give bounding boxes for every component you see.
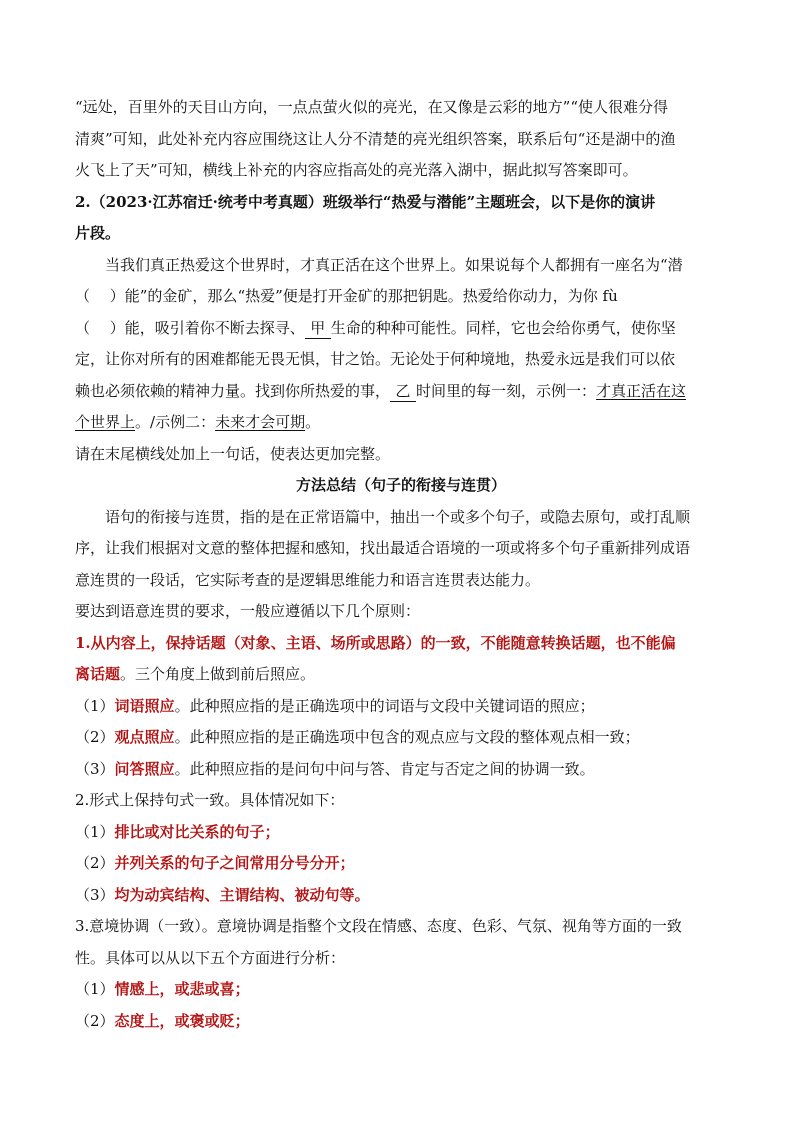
item-label: 态度上，或褒或贬 xyxy=(114,1011,235,1030)
question-2-title: 片段。 xyxy=(75,224,121,242)
rule-1-title: 1.从内容上，保持话题（对象、主语、场所或思路）的一致，不能随意转换话题，也不能偏 xyxy=(75,633,676,652)
item-label: 排比或对比关系的句子 xyxy=(114,822,265,841)
example-2-answer: 未来才会可期 xyxy=(215,413,306,431)
analysis-line: “远处，百里外的天目山方向，一点点萤火似的亮光，在又像是云彩的地方”“使人很难分得 xyxy=(75,98,669,116)
method-paragraph: 序，让我们根据对文意的整体把握和感知，找出最适合语境的一项或将多个句子重新排列成语 xyxy=(75,539,691,557)
passage-line xyxy=(75,376,727,408)
rule-1-item xyxy=(75,722,727,754)
item-number: （1） xyxy=(75,980,115,998)
item-text: ； xyxy=(264,822,280,841)
rule-1-title xyxy=(75,659,727,691)
item-label: 观点照应 xyxy=(114,728,175,746)
passage-line: 定，让你对所有的困难都能无畏无惧，甘之饴。无论处于何种境地，热爱永远是我们可以依 xyxy=(75,350,676,368)
blank-yi: 乙 xyxy=(390,381,416,402)
item-text: 。此种照应指的是问句中问与答、肯定与否定之间的协调一致。 xyxy=(174,759,595,778)
item-number: （1） xyxy=(75,822,115,841)
item-number: （2） xyxy=(75,854,115,872)
passage-text: 生命的种种可能性。同样，它也会给你勇气，使你坚 xyxy=(330,318,676,337)
passage-line xyxy=(75,407,727,439)
passage-text: 。 xyxy=(305,413,321,431)
passage-line xyxy=(75,313,727,345)
passage-text: 。/示例二： xyxy=(135,413,216,431)
rule-1-highlight: 离话题 xyxy=(75,665,121,683)
item-number: （3） xyxy=(75,759,115,778)
passage-text: 赖也必须依赖的精神力量。找到你所热爱的事， xyxy=(75,381,391,400)
item-number: （1） xyxy=(75,696,115,715)
item-label: 均为动宾结构、主谓结构、被动句等 xyxy=(114,885,355,904)
rule-1-item xyxy=(75,754,727,786)
item-text: ； xyxy=(339,854,355,872)
method-paragraph: 要达到语意连贯的要求，一般应遵循以下几个原则： xyxy=(75,602,421,620)
document-content xyxy=(75,92,727,1037)
item-label: 并列关系的句子之间常用分号分开 xyxy=(114,854,340,872)
example-1-answer: 才真正活在这 xyxy=(596,381,687,400)
question-2-title: 2.（2023·江苏宿迁·统考中考真题）班级举行“热爱与潜能”主题班会，以下是你的演讲 xyxy=(75,192,656,211)
rule-2-item xyxy=(75,817,727,849)
item-number: （2） xyxy=(75,728,115,746)
method-paragraph: 意连贯的一段话，它实际考查的是逻辑思维能力和语言连贯表达能力。 xyxy=(75,570,541,589)
passage-text: 时间里的每一刻，示例一： xyxy=(416,381,597,400)
rule-3-item xyxy=(75,1006,727,1038)
item-label: 情感上，或悲或喜 xyxy=(114,980,235,998)
question-instruction: 请在末尾横线处加上一句话，使表达更加完整。 xyxy=(75,444,391,463)
item-number: （3） xyxy=(75,885,115,904)
rule-2-item xyxy=(75,880,727,912)
rule-3-title: 性。具体可以从以下五个方面进行分析： xyxy=(75,948,346,967)
item-text: ； xyxy=(234,980,250,998)
item-label: 问答照应 xyxy=(114,759,175,778)
method-heading: 方法总结（句子的衔接与连贯） xyxy=(295,476,506,494)
rule-2-item xyxy=(75,848,727,880)
example-1-answer: 个世界上 xyxy=(75,413,136,431)
rule-1-item xyxy=(75,691,727,723)
analysis-line: 火飞上了天”可知，横线上补充的内容应指高处的亮光落入湖中，据此拟写答案即可。 xyxy=(75,161,638,179)
item-text: 。此种照应指的是正确选项中的词语与文段中关键词语的照应； xyxy=(174,696,595,715)
item-text: 。此种照应指的是正确选项中包含的观点应与文段的整体观点相一致； xyxy=(174,728,640,746)
rule-3-title: 3.意境协调（一致）。意境协调是指整个文段在情感、态度、色彩、气氛、视角等方面的一致 xyxy=(75,917,682,935)
analysis-line: 清爽”可知，此处补充内容应围绕这让人分不清楚的亮光组织答案，联系后句“还是湖中的渔 xyxy=(75,129,676,148)
item-label: 词语照应 xyxy=(114,696,175,715)
method-paragraph: 语句的衔接与连贯，指的是在正常语篇中，抽出一个或多个句子，或隐去原句，或打乱顺 xyxy=(105,507,691,526)
rule-2-title: 2.形式上保持句式一致。具体情况如下： xyxy=(75,791,345,809)
passage-text: （ ）能，吸引着你不断去探寻、 xyxy=(75,318,305,337)
item-text: ； xyxy=(234,1011,250,1030)
rule-1-text: 。三个角度上做到前后照应。 xyxy=(120,665,316,683)
item-text: 。 xyxy=(354,885,370,904)
passage-line: （ ）能”的金矿，那么“热爱”便是打开金矿的那把钥匙。热爱给你动力，为你 fù xyxy=(75,287,618,305)
item-number: （2） xyxy=(75,1011,115,1030)
passage-line: 当我们真正热爱这个世界时，才真正活在这个世界上。如果说每个人都拥有一座名为“潜 xyxy=(105,255,683,274)
rule-3-item xyxy=(75,974,727,1006)
blank-jia: 甲 xyxy=(305,318,331,339)
